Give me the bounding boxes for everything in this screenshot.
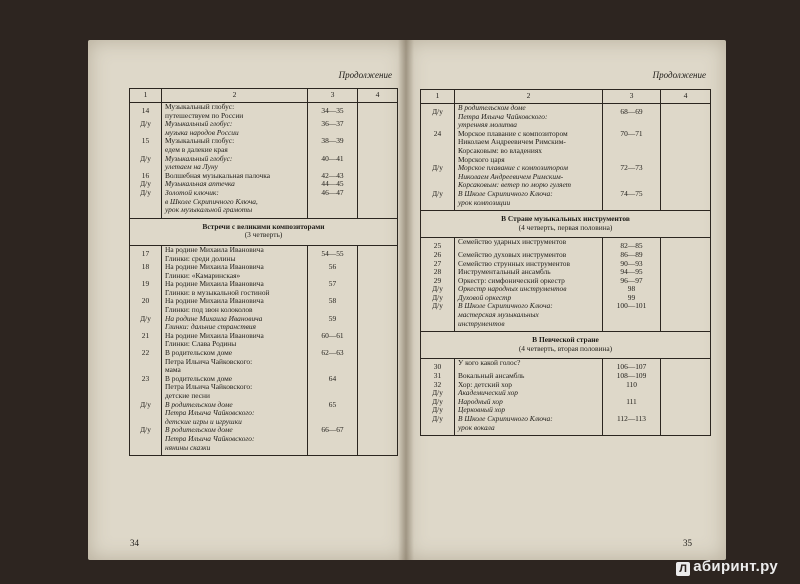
notes-cell	[661, 130, 711, 164]
lesson-number-cell: Д/у	[130, 189, 162, 218]
lesson-title-cell: На родине Михаила Ивановича Глинки: Слава Родины	[162, 332, 308, 349]
lesson-number-cell: Д/у	[421, 406, 455, 415]
lesson-title-cell: Семейство духовых инструментов	[455, 251, 603, 260]
lesson-number-cell: Д/у	[130, 155, 162, 172]
page-range-cell: 100—101	[603, 302, 661, 331]
notes-cell	[358, 245, 398, 263]
labirint-logo-icon: Л	[676, 562, 690, 576]
lesson-title-cell: Вокальный ансамбль	[455, 372, 603, 381]
lesson-title-cell: Золотой ключик: в Школе Скрипичного Ключа, урок музыкальной грамоты	[162, 189, 308, 218]
page-range-cell: 59	[308, 315, 358, 332]
notes-cell	[661, 359, 711, 372]
lesson-title-cell: В Школе Скрипичного Ключа: урок вокала	[455, 415, 603, 436]
notes-cell	[661, 398, 711, 407]
page-range-cell: 66—67	[308, 426, 358, 455]
table-row	[421, 130, 711, 164]
lesson-number-cell: Д/у	[421, 398, 455, 407]
table-row	[130, 426, 398, 455]
lesson-group	[421, 359, 711, 436]
header-col-4: 4	[661, 90, 711, 104]
table-row	[421, 302, 711, 331]
notes-cell	[358, 426, 398, 455]
section-row	[421, 211, 711, 238]
page-range-cell: 40—41	[308, 155, 358, 172]
lesson-title-cell: Музыкальный глобус: музыка народов России	[162, 120, 308, 137]
lesson-title-cell: Музыкальная аптечка	[162, 180, 308, 189]
header-col-3: 3	[603, 90, 661, 104]
lesson-number-cell: Д/у	[421, 164, 455, 190]
lesson-number-cell: Д/у	[421, 285, 455, 294]
section-title: Встречи с великими композиторами	[202, 221, 325, 231]
section-title: В Певческой стране	[532, 335, 599, 345]
page-number-right: 35	[683, 538, 692, 548]
lesson-number-cell: 31	[421, 372, 455, 381]
page-range-cell: 60—61	[308, 332, 358, 349]
page-range-cell: 68—69	[603, 104, 661, 130]
notes-cell	[661, 406, 711, 415]
labirint-watermark	[676, 558, 778, 576]
right-page	[406, 40, 726, 560]
continuation-label-right: Продолжение	[652, 70, 706, 80]
page-range-cell: 108—109	[603, 372, 661, 381]
lesson-number-cell: 26	[421, 251, 455, 260]
table-row	[130, 349, 398, 375]
lesson-title-cell: На родине Михаила Ивановича Глинки: дальние странствия	[162, 315, 308, 332]
lesson-title-cell: В родительском доме Петра Ильича Чайковского: детские песни	[162, 375, 308, 401]
table-row	[421, 190, 711, 211]
lesson-title-cell: Волшебная музыкальная палочка	[162, 172, 308, 181]
notes-cell	[661, 268, 711, 277]
page-range-cell: 111	[603, 398, 661, 407]
table-row	[130, 155, 398, 172]
page-range-cell: 70—71	[603, 130, 661, 164]
lesson-number-cell: 29	[421, 277, 455, 286]
lesson-title-cell: В родительском доме Петра Ильича Чайковского: нянины сказки	[162, 426, 308, 455]
notes-cell	[661, 389, 711, 398]
lesson-title-cell: Морское плавание с композитором Николаем Андреевичем Римским- Корсаковым: во владениях Морского царя	[455, 130, 603, 164]
lesson-number-cell: 27	[421, 260, 455, 269]
lesson-number-cell: 17	[130, 245, 162, 263]
lesson-number-cell: Д/у	[130, 426, 162, 455]
table-row	[130, 401, 398, 427]
watermark-text: абиринт.ру	[693, 558, 778, 575]
notes-cell	[661, 381, 711, 390]
notes-cell	[661, 415, 711, 436]
lesson-title-cell: На родине Михаила Ивановича Глинки: под звон колоколов	[162, 297, 308, 314]
lesson-number-cell: Д/у	[130, 401, 162, 427]
notes-cell	[358, 155, 398, 172]
lesson-number-cell: 19	[130, 280, 162, 297]
section-block	[421, 332, 711, 359]
lesson-number-cell: Д/у	[421, 389, 455, 398]
header-col-1: 1	[130, 89, 162, 103]
lesson-title-cell: Церковный хор	[455, 406, 603, 415]
notes-cell	[358, 401, 398, 427]
lesson-number-cell: 25	[421, 238, 455, 251]
lesson-title-cell: В родительском доме Петра Ильича Чайковского: детские игры и игрушки	[162, 401, 308, 427]
notes-cell	[358, 332, 398, 349]
section-block	[421, 211, 711, 238]
section-subtitle: (4 четверть, первая половина)	[518, 222, 613, 232]
lesson-title-cell: Музыкальный глобус: улетаем на Луну	[162, 155, 308, 172]
table-row	[130, 263, 398, 280]
lesson-title-cell: На родине Михаила Ивановича Глинки: «Камаринская»	[162, 263, 308, 280]
lesson-title-cell: В родительском доме Петра Ильича Чайковского: утренняя молитва	[455, 104, 603, 130]
table-row	[421, 164, 711, 190]
lesson-title-cell: Оркестр: симфонический оркестр	[455, 277, 603, 286]
notes-cell	[358, 315, 398, 332]
notes-cell	[358, 103, 398, 121]
lesson-number-cell: 15	[130, 137, 162, 154]
notes-cell	[661, 372, 711, 381]
notes-cell	[661, 302, 711, 331]
page-range-cell: 56	[308, 263, 358, 280]
table-row	[130, 332, 398, 349]
table-row	[130, 245, 398, 263]
notes-cell	[358, 180, 398, 189]
page-range-cell: 110	[603, 381, 661, 390]
lesson-title-cell: Музыкальный глобус: едем в далекие края	[162, 137, 308, 154]
header-col-4: 4	[358, 89, 398, 103]
page-range-cell: 34—35	[308, 103, 358, 121]
lesson-title-cell: Оркестр народных инструментов	[455, 285, 603, 294]
notes-cell	[661, 164, 711, 190]
table-row	[130, 280, 398, 297]
lesson-number-cell: 16	[130, 172, 162, 181]
lesson-title-cell: В родительском доме Петра Ильича Чайковского: мама	[162, 349, 308, 375]
page-range-cell: 64	[308, 375, 358, 401]
lesson-group	[421, 238, 711, 332]
book-gutter	[398, 40, 414, 560]
table-row	[130, 103, 398, 121]
notes-cell	[358, 263, 398, 280]
page-range-cell: 94—95	[603, 268, 661, 277]
schedule-table-right	[420, 89, 711, 436]
header-col-1: 1	[421, 90, 455, 104]
notes-cell	[358, 172, 398, 181]
lesson-number-cell: Д/у	[421, 302, 455, 331]
page-range-cell: 46—47	[308, 189, 358, 218]
notes-cell	[661, 238, 711, 251]
section-row	[130, 218, 398, 245]
lesson-title-cell: Морское плавание с композитором Николаем Андреевичем Римским- Корсаковым: ветер по морю гуляет	[455, 164, 603, 190]
table-row	[130, 120, 398, 137]
schedule-table-left	[129, 88, 398, 456]
page-range-cell: 42—43	[308, 172, 358, 181]
section-title: В Стране музыкальных инструментов	[501, 214, 630, 224]
lesson-title-cell: Народный хор	[455, 398, 603, 407]
section-subtitle: (4 четверть, вторая половина)	[518, 343, 613, 353]
notes-cell	[358, 189, 398, 218]
page-range-cell: 36—37	[308, 120, 358, 137]
page-range-cell: 62—63	[308, 349, 358, 375]
notes-cell	[358, 120, 398, 137]
lesson-number-cell: Д/у	[421, 104, 455, 130]
page-number-left: 34	[130, 538, 139, 548]
table-header-row	[130, 89, 398, 103]
lesson-number-cell: 18	[130, 263, 162, 280]
lesson-number-cell: 21	[130, 332, 162, 349]
lesson-title-cell: Духовой оркестр	[455, 294, 603, 303]
page-range-cell: 99	[603, 294, 661, 303]
page-range-cell: 72—73	[603, 164, 661, 190]
page-range-cell: 96—97	[603, 277, 661, 286]
lesson-number-cell: 30	[421, 359, 455, 372]
table-row	[130, 315, 398, 332]
page-range-cell: 58	[308, 297, 358, 314]
notes-cell	[358, 137, 398, 154]
lesson-title-cell: У кого какой голос?	[455, 359, 603, 372]
table-row	[130, 375, 398, 401]
notes-cell	[358, 280, 398, 297]
notes-cell	[661, 104, 711, 130]
page-range-cell: 57	[308, 280, 358, 297]
lesson-title-cell: Семейство ударных инструментов	[455, 238, 603, 251]
header-col-2: 2	[162, 89, 308, 103]
lesson-group	[130, 245, 398, 455]
header-col-3: 3	[308, 89, 358, 103]
lesson-number-cell: Д/у	[421, 190, 455, 211]
section-block	[130, 218, 398, 245]
table-row	[421, 415, 711, 436]
lesson-number-cell: 14	[130, 103, 162, 121]
page-range-cell: 106—107	[603, 359, 661, 372]
table-row	[421, 104, 711, 130]
lesson-title-cell: В Школе Скрипичного Ключа: мастерская музыкальных инструментов	[455, 302, 603, 331]
lesson-number-cell: 23	[130, 375, 162, 401]
notes-cell	[358, 375, 398, 401]
section-cell	[421, 211, 711, 238]
notes-cell	[661, 277, 711, 286]
lesson-number-cell: Д/у	[130, 120, 162, 137]
page-range-cell: 98	[603, 285, 661, 294]
lesson-title-cell: Хор: детский хор	[455, 381, 603, 390]
page-range-cell: 82—85	[603, 238, 661, 251]
notes-cell	[661, 260, 711, 269]
section-row	[421, 332, 711, 359]
notes-cell	[661, 294, 711, 303]
section-cell	[421, 332, 711, 359]
page-range-cell: 86—89	[603, 251, 661, 260]
lesson-number-cell: Д/у	[130, 315, 162, 332]
lesson-title-cell: На родине Михаила Ивановича Глинки: среди долины	[162, 245, 308, 263]
lesson-number-cell: Д/у	[130, 180, 162, 189]
lesson-title-cell: Семейство струнных инструментов	[455, 260, 603, 269]
lesson-number-cell: 24	[421, 130, 455, 164]
notes-cell	[358, 297, 398, 314]
lesson-title-cell: На родине Михаила Ивановича Глинки: в музыкальной гостиной	[162, 280, 308, 297]
page-range-cell: 65	[308, 401, 358, 427]
lesson-number-cell: 20	[130, 297, 162, 314]
lesson-group	[421, 104, 711, 211]
notes-cell	[358, 349, 398, 375]
section-subtitle: (3 четверть)	[244, 230, 283, 240]
lesson-number-cell: 32	[421, 381, 455, 390]
page-range-cell: 112—113	[603, 415, 661, 436]
section-cell	[130, 218, 398, 245]
left-page	[88, 40, 406, 560]
page-range-cell: 90—93	[603, 260, 661, 269]
lesson-number-cell: 28	[421, 268, 455, 277]
notes-cell	[661, 251, 711, 260]
table-row	[130, 189, 398, 218]
lesson-title-cell: В Школе Скрипичного Ключа: урок композиции	[455, 190, 603, 211]
notes-cell	[661, 285, 711, 294]
page-range-cell: 74—75	[603, 190, 661, 211]
notes-cell	[661, 190, 711, 211]
lesson-number-cell: 22	[130, 349, 162, 375]
table-row	[130, 297, 398, 314]
table-header-row	[421, 90, 711, 104]
continuation-label-left: Продолжение	[338, 70, 392, 80]
lesson-group	[130, 103, 398, 219]
table-row	[421, 238, 711, 251]
header-col-2: 2	[455, 90, 603, 104]
lesson-number-cell: Д/у	[421, 294, 455, 303]
page-range-cell: 54—55	[308, 245, 358, 263]
table-row	[130, 137, 398, 154]
lesson-number-cell: Д/у	[421, 415, 455, 436]
lesson-title-cell: Академический хор	[455, 389, 603, 398]
page-range-cell: 44—45	[308, 180, 358, 189]
lesson-title-cell: Инструментальный ансамбль	[455, 268, 603, 277]
lesson-title-cell: Музыкальный глобус: путешествуем по России	[162, 103, 308, 121]
page-range-cell: 38—39	[308, 137, 358, 154]
